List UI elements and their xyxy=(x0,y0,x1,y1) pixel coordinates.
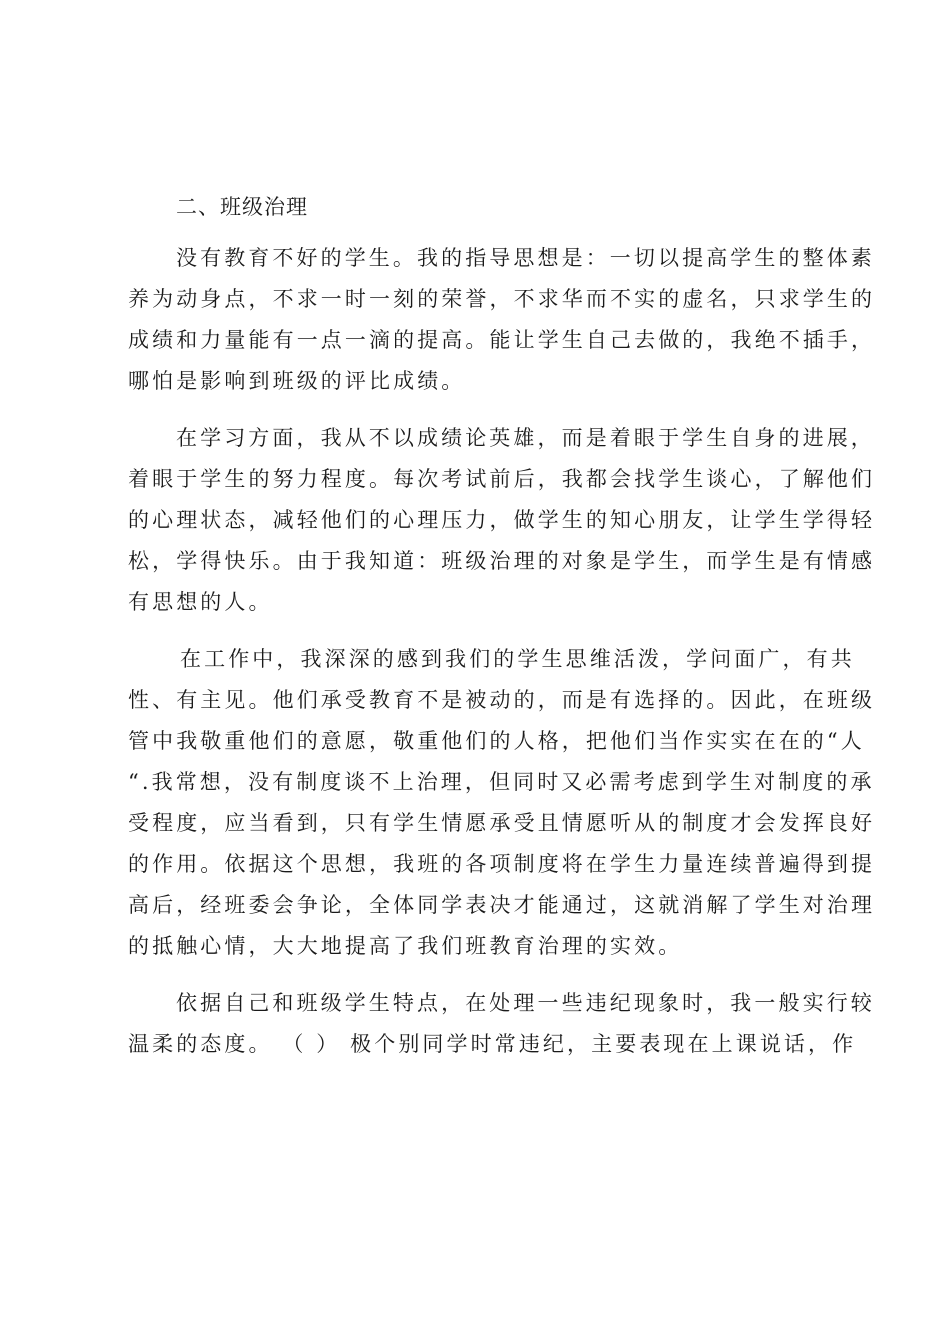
text-line: 受程度，应当看到，只有学生情愿承受且情愿听从的制度才会发挥良好 xyxy=(128,811,876,835)
text-line: 的抵触心情，大大地提高了我们班教育治理的实效。 xyxy=(128,934,683,958)
text-line: 成绩和力量能有一点一滴的提高。能让学生自己去做的，我绝不插手， xyxy=(128,328,876,352)
text-line: 养为动身点，不求一时一刻的荣誉，不求华而不实的虚名，只求学生的 xyxy=(128,287,876,311)
text-line: 松，学得快乐。由于我知道：班级治理的对象是学生，而学生是有情感 xyxy=(128,549,876,573)
paragraph-3 xyxy=(128,639,876,967)
text-line: 高后，经班委会争论，全体同学表决才能通过，这就消解了学生对治理 xyxy=(128,893,876,917)
text-line: 温柔的态度。 （ ） 极个别同学时常违纪，主要表现在上课说话，作 xyxy=(128,1032,857,1056)
text-line: 的心理状态，减轻他们的心理压力，做学生的知心朋友，让学生学得轻 xyxy=(128,508,876,532)
text-line: “.我常想，没有制度谈不上治理，但同时又必需考虑到学生对制度的承 xyxy=(128,770,875,794)
text-line: 没有教育不好的学生。我的指导思想是：一切以提高学生的整体素 xyxy=(176,246,875,270)
text-line: 有思想的人。 xyxy=(128,590,273,614)
text-line: 在学习方面，我从不以成绩论英雄，而是着眼于学生自身的进展， xyxy=(176,426,875,450)
text-line: 的作用。依据这个思想，我班的各项制度将在学生力量连续普遍得到提 xyxy=(128,852,876,876)
section-heading: 二、班级治理 xyxy=(176,195,308,219)
text-line: 着眼于学生的努力程度。每次考试前后，我都会找学生谈心，了解他们 xyxy=(128,467,876,491)
text-line: 哪怕是影响到班级的评比成绩。 xyxy=(128,369,466,393)
text-line: 性、有主见。他们承受教育不是被动的，而是有选择的。因此，在班级 xyxy=(128,688,876,712)
paragraph-1 xyxy=(128,238,876,402)
text-line: 在工作中，我深深的感到我们的学生思维活泼，学问面广，有共 xyxy=(180,647,855,671)
document-body xyxy=(128,190,876,1081)
text-line: 依据自己和班级学生特点，在处理一些违纪现象时，我一般实行较 xyxy=(176,991,875,1015)
paragraph-4 xyxy=(128,983,875,1065)
paragraph-2 xyxy=(128,418,876,623)
text-line: 管中我敬重他们的意愿，敬重他们的人格，把他们当作实实在在的“人 xyxy=(128,729,865,753)
